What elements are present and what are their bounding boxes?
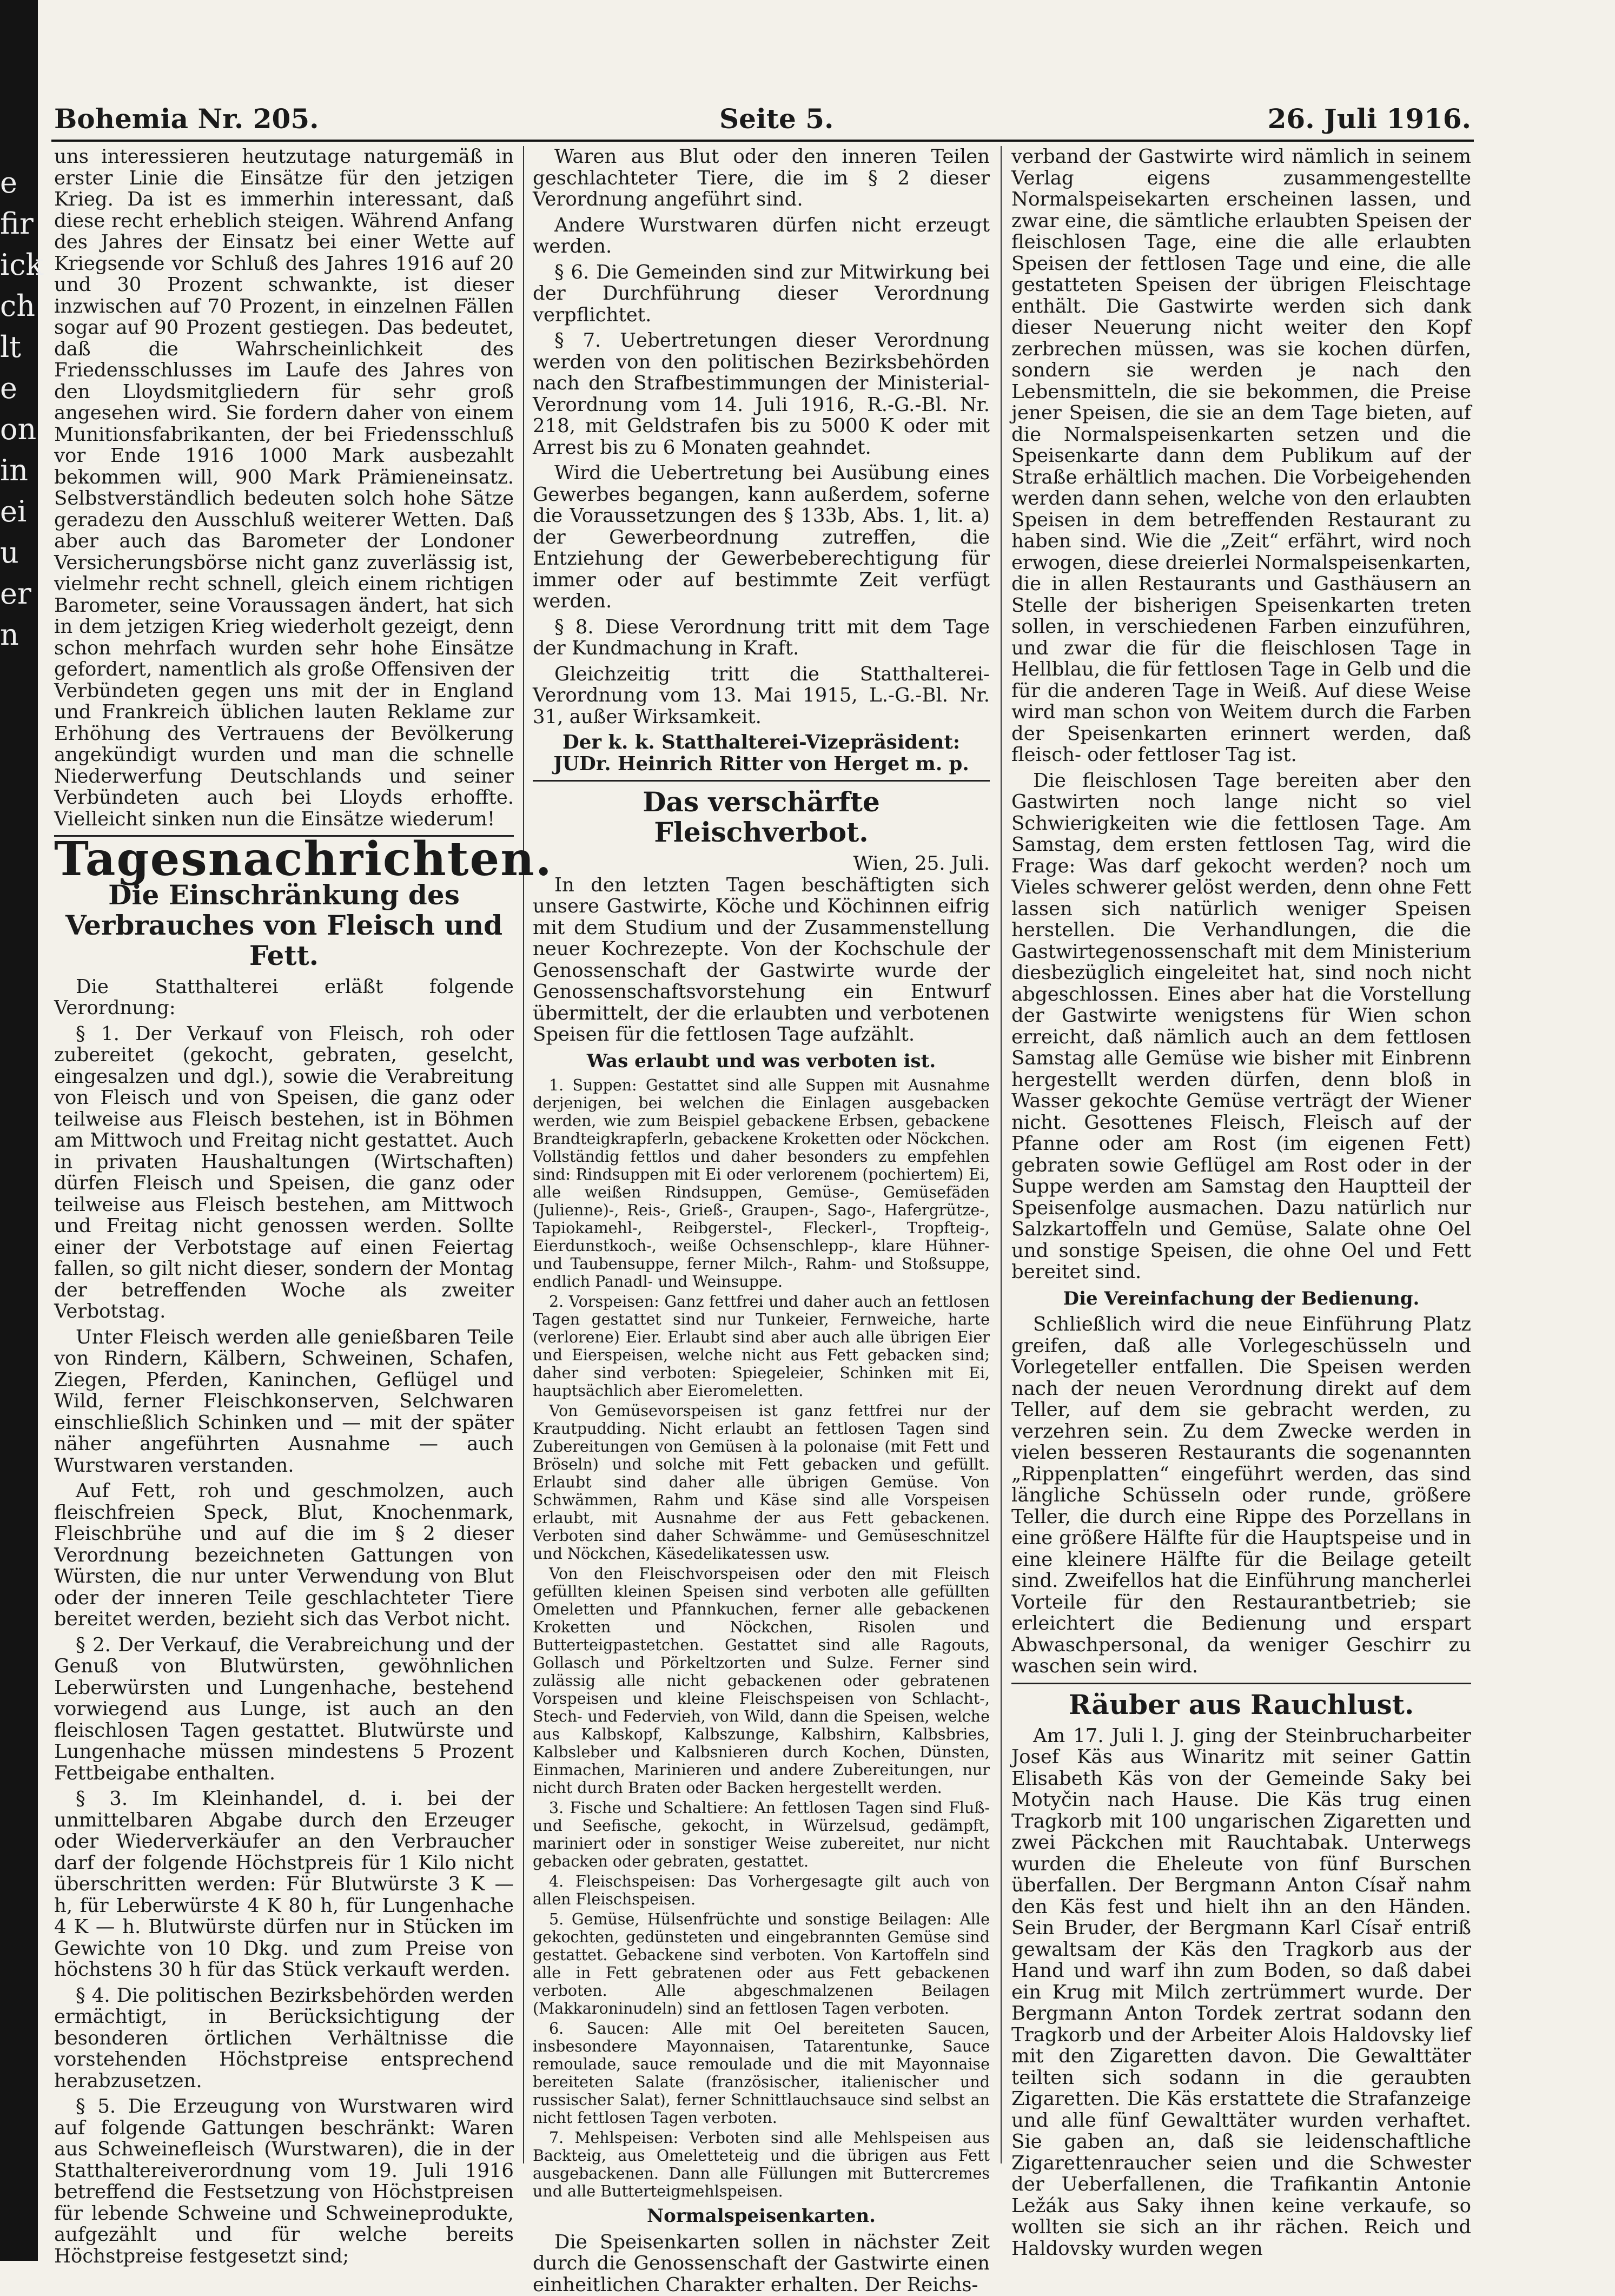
- dateline: Wien, 25. Juli.: [853, 852, 990, 875]
- subheading: Was erlaubt und was verboten ist.: [586, 1050, 936, 1072]
- paragraph: § 3. Im Kleinhandel, d. i. bei der unmittelbaren Abgabe durch den Erzeuger oder Wiederverkäufer an den Verbraucher darf der folgende Höchstpreis für 1 Kilo nicht überschritten werden: Für Blutwürste 3 K — h, für Leberwürste 4 K 80 h, für Lungenhache 4 K — h. Blutwürste dürfen nur in Stücken im Gewichte von 10 Dkg. und zum Preise von höchstens 30 h für das Stück verkauft werden.: [54, 1788, 514, 1981]
- paragraph: Andere Wurstwaren dürfen nicht erzeugt werden.: [533, 214, 990, 257]
- list-item: 6. Saucen: Alle mit Oel bereiteten Saucen, insbesondere Mayonnaisen, Tatarentunke, Sauce remoulade, sauce remoulade und die mit Mayonnaise bereiteten Salate (französischer, italienischer und russischer Salat), ferner Schnittlauchsauce sind selbst an nicht fettlosen Tagen verboten.: [533, 2020, 990, 2127]
- subheading: Normalspeisenkarten.: [647, 2205, 876, 2227]
- article-continuation: uns interessieren heutzutage naturgemäß in erster Linie die Einsätze für den jetzigen Krieg. Da ist es immerhin interessant, daß diese recht erheblich steigen. Während Anfang des Jahres der Einsatz bei einer Wette auf Kriegsende vor Schluß des Jahres 1916 auf 20 und 30 Prozent schwankte, ist dieser inzwischen auf 70 Prozent, in einzelnen Fällen sogar auf 90 Prozent gestiegen. Das bedeutet, daß die Wahrscheinlichkeit des Friedensschlusses im Laufe des Jahres von den Lloydsmitgliedern für sehr groß angesehen wird. Sie fordern daher von einem Munitionsfabrikanten, der bei Friedensschluß vor Ende 1916 1000 Mark ausbezahlt bekommen will, 900 Mark Prämieneinsatz. Selbstverständlich bedeuten solch hohe Sätze geradezu den Ausschluß weiterer Wetten. Daß aber auch das Barometer der Londoner Versicherungsbörse nicht ganz zuverlässig ist, vielmehr recht schnell, gleich einem richtigen Barometer, seine Voraussagen ändert, hat sich in dem jetzigen Krieg wiederholt gezeigt, denn schon mehrfach wurden sehr hohe Einsätze gefordert, namentlich als große Offensiven der Verbündeten gegen uns mit der in England und Frankreich üblichen lauten Reklame zur Erhöhung des Vertrauens der Bevölkerung angekündigt wurden und man die schnelle Niederwerfung Deutschlands und seiner Verbündeten auch bei Lloyds erhoffte. Vielleicht sinken nun die Einsätze wiederum!: [54, 145, 514, 830]
- subheading: Die Vereinfachung der Bedienung.: [1063, 1287, 1420, 1309]
- paragraph: § 5. Die Erzeugung von Wurstwaren wird auf folgende Gattungen beschränkt: Waren aus Schweinefleisch (Wurstwaren), die in der Statthaltereiverordnung vom 19. Juli 1916 betreffend die Festsetzung von Höchstpreisen für lebende Schweine und Schweineprodukte, aufgezählt und für welche bereits Höchstpreise festgesetzt sind;: [54, 2095, 514, 2267]
- list-item: Von den Fleischvorspeisen oder den mit Fleisch gefüllten kleinen Speisen sind verboten alle gefüllten Omeletten und Pfannkuchen, ferner alle gebackenen Kroketten und Nöckchen, Risolen und Butterteigpastetchen. Gestattet sind alle Ragouts, Gollasch und Pörkeltzorten und Sulze. Ferner sind zulässig alle nicht gebackenen oder gebratenen Vorspeisen und kleine Fleischspeisen von Schlacht-, Stech- und Federvieh, von Wild, dann die Speisen, welche aus Kalbskopf, Kalbszunge, Kalbshirn, Kalbsbries, Kalbsleber und Kalbsnieren durch Kochen, Dünsten, Einmachen, Marinieren und andere Zubereitungen, nur nicht durch Braten oder Backen hergestellt werden.: [533, 1565, 990, 1797]
- paragraph: Waren aus Blut oder den inneren Teilen geschlachteter Tiere, die im § 2 dieser Verordnung angeführt sind.: [533, 145, 990, 210]
- paragraph: Wird die Uebertretung bei Ausübung eines Gewerbes begangen, kann außerdem, soferne die Voraussetzungen des § 133b, Abs. 1, lit. a) der Gewerbeordnung zutreffen, die Entziehung der Gewerbeberechtigung für immer oder auf bestimmte Zeit verfügt werden.: [533, 462, 990, 612]
- paragraph: § 4. Die politischen Bezirksbehörden werden ermächtigt, in Berücksichtigung der besonderen örtlichen Verhältnisse die vorstehenden Höchstpreise entsprechend herabzusetzen.: [54, 1984, 514, 2092]
- paragraph: In den letzten Tagen beschäftigten sich unsere Gastwirte, Köche und Köchinnen eifrig mit dem Studium und der Zusammenstellung neuer Kochrezepte. Von der Kochschule der Genossenschaft der Gastwirte wurde der Genossenschaftsvorstehung ein Entwurf übermittelt, der die erlaubten und verbotenen Speisen für die fettlosen Tage aufzählt.: [533, 874, 990, 1046]
- paragraph: Gleichzeitig tritt die Statthalterei-Verordnung vom 13. Mai 1915, L.-G.-Bl. Nr. 31, außer Wirksamkeit.: [533, 663, 990, 728]
- paragraph: Schließlich wird die neue Einführung Platz greifen, daß alle Vorlegeschüsseln und Vorlegeteller entfallen. Die Speisen werden nach der neuen Verordnung direkt auf dem Teller, auf dem sie gebracht werden, zu verzehren sein. Zu dem Zwecke werden in vielen besseren Restaurants die sogenannten „Rippenplatten“ eingeführt werden, das sind längliche Schüsseln oder runde, größere Teller, die durch eine Rippe des Porzellans in eine größere Hälfte für die Hauptspeise und in eine kleinere Hälfte für die Beilage geteilt sind. Zweifellos hat die Einführung mancherlei Vorteile für den Restaurantbetrieb; sie erleichtert die Bedienung und erspart Abwaschpersonal, da weniger Geschirr zu waschen sein wird.: [1011, 1313, 1471, 1677]
- paragraph: § 1. Der Verkauf von Fleisch, roh oder zubereitet (gekocht, gebraten, geselcht, eingesalzen und dgl.), sowie die Verabreitung von Fleisch und von Speisen, die ganz oder teilweise aus Fleisch bestehen, ist in Böhmen am Mittwoch und Freitag nicht gestattet. Auch in privaten Haushaltungen (Wirtschaften) dürfen Fleisch und Speisen, die ganz oder teilweise aus Fleisch bestehen, am Mittwoch und Freitag nicht genossen werden. Sollte einer der Verbotstage auf einen Feiertag fallen, so gilt nicht dieser, sondern der Montag der betreffenden Woche als zweiter Verbotstag.: [54, 1022, 514, 1322]
- paragraph: Unter Fleisch werden alle genießbaren Teile von Rindern, Kälbern, Schweinen, Schafen, Ziegen, Pferden, Kaninchen, Geflügel und Wild, ferner Fleischkonserven, Selchwaren einschließlich Schinken und — mit der später näher angeführten Ausnahme — auch Wurstwaren verstanden.: [54, 1326, 514, 1477]
- paragraph: Am 17. Juli l. J. ging der Steinbrucharbeiter Josef Käs aus Winaritz mit seiner Gattin Elisabeth Käs von der Gemeinde Saky bei Motyčin nach Hause. Die Käs trug einen Tragkorb mit 100 ungarischen Zigaretten und zwei Päckchen mit Rauchtabak. Unterwegs wurden die Eheleute von fünf Burschen überfallen. Der Bergmann Anton Císař nahm den Käs fest und hielt ihn an den Händen. Sein Bruder, der Bergmann Karl Císař entriß gewaltsam der Käs den Tragkorb aus der Hand und warf ihn zum Boden, so daß dabei ein Krug mit Milch zertrümmert wurde. Der Bergmann Anton Tordek zertrat sodann den Tragkorb und der Arbeiter Alois Haldovsky lief mit den Zigaretten davon. Die Gewalttäter teilten sich sodann in die geraubten Zigaretten. Die Käs erstattete die Strafanzeige und alle fünf Gewalttäter wurden verhaftet. Sie gaben an, daß sie leidenschaftliche Zigarettenraucher seien und die Schwester der Ueberfallenen, die Trafikantin Antonie Ležák aus Saky ihnen keine verkaufe, so wollten sie sich an ihr rächen. Reich und Haldovsky wurden wegen: [1011, 1724, 1471, 2260]
- list-item: 5. Gemüse, Hülsenfrüchte und sonstige Beilagen: Alle gekochten, gedünsteten und eingebrannten Gemüse sind gestattet. Gebackene sind verboten. Von Kartoffeln sind alle in Fett gebratenen oder aus Fett gebackenen verboten. Alle abgeschmalzenen Beilagen (Makkaroninudeln) sind an fettlosen Tagen verboten.: [533, 1910, 990, 2017]
- list-item: 3. Fische und Schaltiere: An fettlosen Tagen sind Fluß- und Seefische, gekocht, in Würzelsud, gedämpft, mariniert oder in sonstiger Weise zubereitet, nur nicht gebacken oder gebraten, gestattet.: [533, 1799, 990, 1870]
- column-3: [1011, 145, 1471, 2260]
- section-masthead: Tagesnachrichten.: [54, 832, 553, 886]
- signature-title: Der k. k. Statthalterei-Vizepräsident:: [562, 731, 960, 753]
- paragraph: § 7. Uebertretungen dieser Verordnung werden von den politischen Bezirksbehörden nach den Strafbestimmungen der Ministerial-Verordnung vom 14. Juli 1916, R.-G.-Bl. Nr. 218, mit Geldstrafen bis zu 5000 K oder mit Arrest bis zu 6 Monaten geahndet.: [533, 329, 990, 459]
- paragraph: Auf Fett, roh und geschmolzen, auch fleischfreien Speck, Blut, Knochenmark, Fleischbrühe und auf die im § 2 dieser Verordnung bezeichneten Gattungen von Würsten, die nur unter Verwendung von Blut oder der inneren Teile geschlachteter Tiere bereitet werden, bezieht sich das Verbot nicht.: [54, 1480, 514, 1630]
- list-item: 1. Suppen: Gestattet sind alle Suppen mit Ausnahme derjenigen, bei welchen die Einlagen ausgebacken werden, wie zum Beispiel gebackene Erbsen, gebackene Brandteigkrapferln, gebackene Kroketten oder Nöckchen. Vollständig fettlos und daher besonders zu empfehlen sind: Rindsuppen mit Ei oder verlorenem (pochiertem) Ei, alle weißen Rindsuppen, Gemüse-, Gemüsefäden (Julienne)-, Reis-, Grieß-, Graupen-, Sago-, Hafergrütze-, Tapiokamehl-, Reibgerstel-, Fleckerl-, Tropfteig-, Eierdunstkoch-, weiße Ochsenschlepp-, klare Hühner- und Taubensuppe, ferner Milch-, Rahm- und Stoßsuppe, endlich Panadl- und Weinsuppe.: [533, 1076, 990, 1291]
- column-2: [533, 145, 990, 2296]
- gutter-text-fragments: e fir ick ch lt e on in ei u er n: [0, 166, 44, 652]
- column-separator: [1001, 146, 1002, 2163]
- paragraph: § 6. Die Gemeinden sind zur Mitwirkung bei der Durchführung dieser Verordnung verpflichtet.: [533, 261, 990, 326]
- header-date: 26. Juli 1916.: [1267, 103, 1471, 135]
- section-rule: [1011, 1683, 1471, 1684]
- column-separator: [523, 146, 524, 2163]
- signature-name: JUDr. Heinrich Ritter von Herget m. p.: [553, 752, 969, 775]
- article-headline: Räuber aus Rauchlust.: [1068, 1688, 1414, 1721]
- article-headline: Das verschärfte Fleischverbot.: [643, 786, 880, 848]
- section-rule: [533, 780, 990, 782]
- page-header: [54, 103, 1471, 141]
- article-headline: Die Einschränkung des Verbrauches von Fleisch und Fett.: [65, 878, 503, 971]
- header-rule: [51, 140, 1474, 142]
- paragraph: Die fleischlosen Tage bereiten aber den Gastwirten noch lange nicht so viel Schwierigkeiten wie die fettlosen Tage. Am Samstag, dem ersten fettlosen Tag, wird die Frage: Was darf gekocht werden? noch um Vieles schwerer gelöst werden, denn ohne Fett lassen sich natürlich weniger Speisen herstellen. Die Verhandlungen, die die Gastwirtegenossenschaft mit dem Ministerium diesbezüglich eingeleitet hat, sind noch nicht abgeschlossen. Eines aber hat die Vorstellung der Gastwirte wenigstens für Wien schon erreicht, daß nämlich auch an dem fettlosen Samstag alle Gemüse wie bisher mit Einbrenn hergestellt werden dürfen, denn bloß in Wasser gekochte Gemüse verträgt der Wiener nicht. Gesottenes Fleisch, Fleisch auf der Pfanne oder am Rost (im eigenen Fett) gebraten sowie Geflügel am Rost oder in der Suppe werden am Samstag den Hauptteil der Speisenfolge ausmachen. Dazu natürlich nur Salzkartoffeln und Gemüse, Salate ohne Oel und sonstige Speisen, die ohne Oel und Fett bereitet sind.: [1011, 769, 1471, 1283]
- paragraph: verband der Gastwirte wird nämlich in seinem Verlag eigens zusammengestellte Normalspeisekarten erscheinen lassen, und zwar eine, die sämtliche erlaubten Speisen der fleischlosen Tage, eine die alle erlaubten Speisen der fettlosen Tage und eine, die alle gestatteten Speisen der übrigen Fleischtage enthält. Die Gastwirte werden sich dank dieser Neuerung nicht weiter den Kopf zerbrechen müssen, was sie kochen dürfen, sondern sie werden je nach den Lebensmitteln, die sie bekommen, die Preise jener Speisen, die sie an dem Tage bieten, auf die Normalspeisenkarten setzen und die Speisenkarte dann dem Publikum auf der Straße erhältlich machen. Die Vorbeigehenden werden dann sehen, welche von den erlaubten Speisen in dem betreffenden Restaurant zu haben sind. Wie die „Zeit“ erfährt, wird noch erwogen, diese dreierlei Normalspeisenkarten, die in allen Restaurants und Gasthäusern an Stelle der bisherigen Speisenkarten treten sollen, in verschiedenen Farben einzuführen, und zwar die für die fleischlosen Tage in Hellblau, die für fettlosen Tage in Gelb und die für die anderen Tage in Weiß. Auf diese Weise wird man schon von Weitem durch die Farben der Speisenkarten erinnert werden, daß fleisch- oder fettloser Tag ist.: [1011, 145, 1471, 766]
- paragraph: Die Speisenkarten sollen in nächster Zeit durch die Genossenschaft der Gastwirte einen einheitlichen Charakter erhalten. Der Reichs-: [533, 2231, 990, 2296]
- small-print-list: [533, 1076, 990, 2200]
- header-publication: Bohemia Nr. 205.: [54, 103, 319, 135]
- list-item: 7. Mehlspeisen: Verboten sind alle Mehlspeisen aus Backteig, aus Omeletteteig und die übrigen aus Fett ausgebackenen. Dann alle Füllungen mit Buttercremes und alle Butterteigmehlspeisen.: [533, 2129, 990, 2200]
- paragraph: § 8. Diese Verordnung tritt mit dem Tage der Kundmachung in Kraft.: [533, 616, 990, 659]
- column-1: [54, 145, 553, 2267]
- paragraph: § 2. Der Verkauf, die Verabreichung und der Genuß von Blutwürsten, gewöhnlichen Leberwürsten und Lungenhache, bestehend vorwiegend aus Lunge, ist auch an den fleischlosen Tagen gestattet. Blutwürste und Lungenhache müssen mindestens 5 Prozent Fettbeigabe enthalten.: [54, 1633, 514, 1784]
- paragraph: Die Statthalterei erläßt folgende Verordnung:: [54, 975, 514, 1019]
- list-item: 2. Vorspeisen: Ganz fettfrei und daher auch an fettlosen Tagen gestattet sind nur Tunkeier, Fernweiche, harte (verlorene) Eier. Erlaubt sind aber auch alle übrigen Eier und Eierspeisen, welche nicht aus Fett gebacken sind; daher sind verboten: Spiegeleier, Schinken mit Ei, hauptsächlich aber Eieromeletten.: [533, 1293, 990, 1400]
- header-page-number: Seite 5.: [719, 103, 834, 135]
- list-item: 4. Fleischspeisen: Das Vorhergesagte gilt auch von allen Fleischspeisen.: [533, 1872, 990, 1908]
- list-item: Von Gemüsevorspeisen ist ganz fettfrei nur der Krautpudding. Nicht erlaubt an fettlosen Tagen sind Zubereitungen von Gemüsen à la polonaise (mit Fett und Bröseln) und solche mit Fett gebacken und gefüllt. Erlaubt sind daher alle übrigen Gemüse. Von Schwämmen, Rahm und Käse sind alle Vorspeisen erlaubt, mit Ausnahme der aus Fett gebackenen. Verboten sind daher Schwämme- und Gemüseschnitzel und Nöckchen, Käsedelikatessen usw.: [533, 1402, 990, 1563]
